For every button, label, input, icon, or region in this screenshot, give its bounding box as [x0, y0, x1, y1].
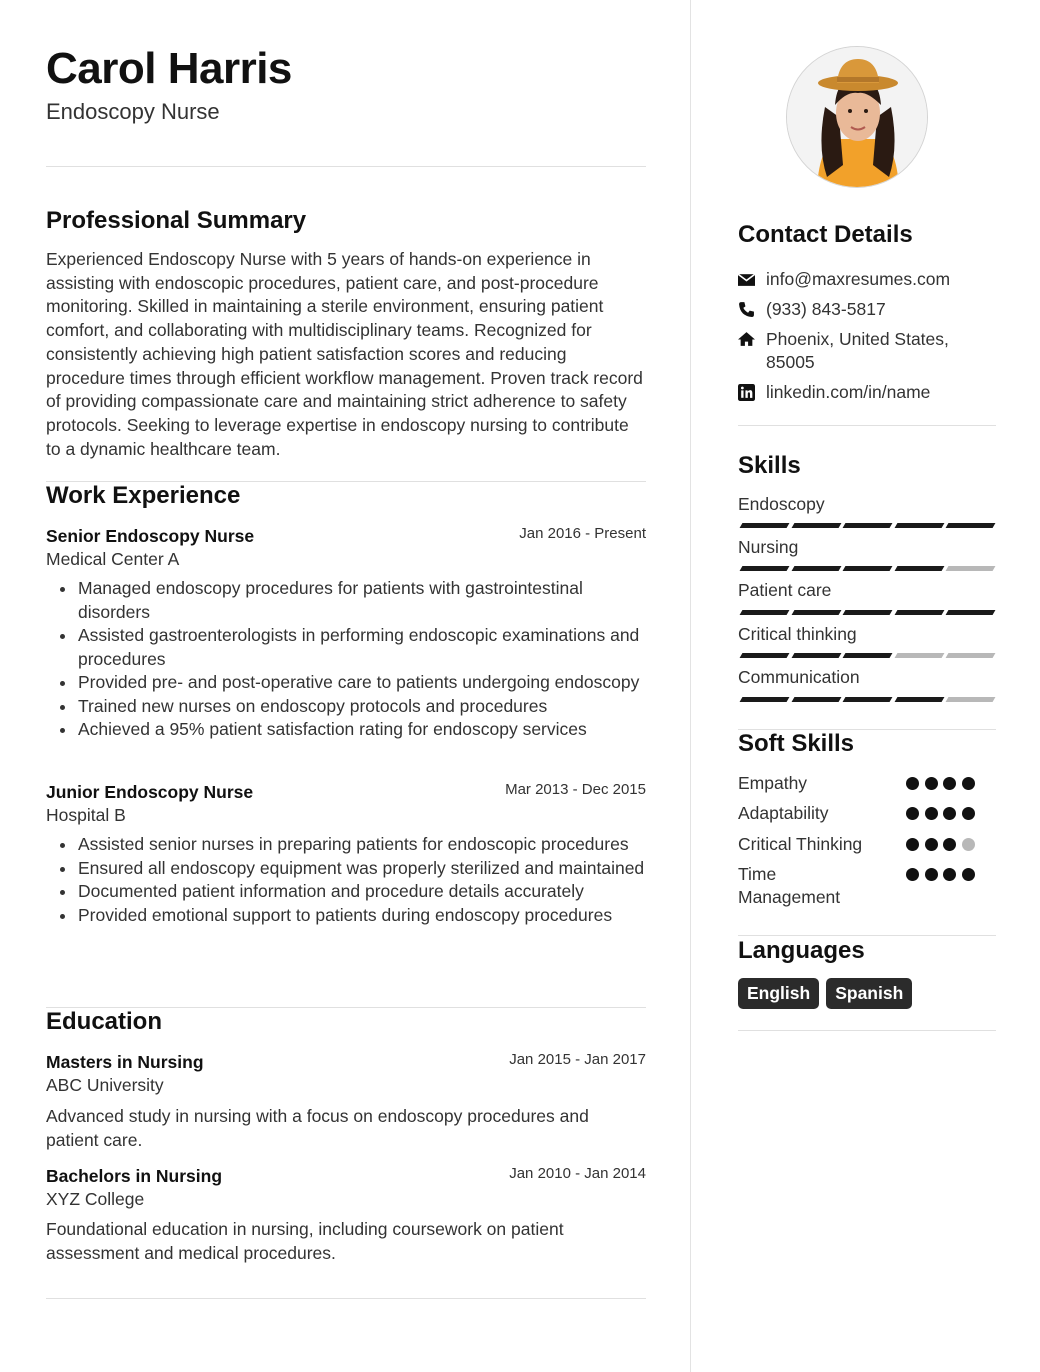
list-item: Trained new nurses on endoscopy protocols and procedures	[78, 695, 646, 719]
skill-name: Patient care	[738, 580, 832, 600]
soft-skill-dot	[943, 777, 956, 790]
soft-skill-dot	[906, 868, 919, 881]
skill-level-segment	[894, 523, 944, 528]
languages-list	[738, 978, 912, 1009]
soft-skill-dot	[906, 807, 919, 820]
skill-level-segment	[946, 653, 996, 658]
skill-level-segment	[843, 653, 893, 658]
skill-level-segment	[946, 566, 996, 571]
skill-level-segment	[894, 697, 944, 702]
skill-level-segment	[791, 523, 841, 528]
divider	[46, 1298, 646, 1299]
email-text: info@maxresumes.com	[766, 269, 951, 289]
soft-skill-level	[906, 838, 986, 852]
job-title: Junior Endoscopy Nurse	[46, 782, 254, 802]
skill-level-segment	[843, 610, 893, 615]
skill-level-segment	[843, 697, 893, 702]
job-title-header: Endoscopy Nurse	[46, 99, 220, 124]
skill-name: Communication	[738, 667, 860, 687]
soft-skill-dot	[925, 807, 938, 820]
summary-heading: Professional Summary	[46, 207, 307, 234]
education-description: Foundational education in nursing, including coursework on patient assessment and medical procedures.	[46, 1219, 564, 1263]
soft-skill-level	[906, 868, 986, 882]
skill-name: Nursing	[738, 537, 799, 557]
skill-level-segment	[843, 523, 893, 528]
school-name: XYZ College	[46, 1189, 145, 1209]
school-name: ABC University	[46, 1075, 164, 1095]
phone-icon	[738, 301, 755, 318]
address-line-1: Phoenix, United States,	[766, 329, 949, 349]
divider	[46, 166, 646, 167]
skill-level-segment	[791, 653, 841, 658]
list-item: Assisted gastroenterologists in performing endoscopic examinations and procedures	[78, 624, 646, 671]
summary-text: Experienced Endoscopy Nurse with 5 years of hands-on experience in assisting with endoscopic procedures, patient care, and post-procedure monitoring. Skilled in maintaining a sterile environment, ensuring patient comfort, and collaborating with multidisciplinary teams. Recognized for consistently achieving high patient satisfaction scores and reducing procedure times through efficient workflow management. Proven track record of providing compassionate care and maintaining strict adherence to safety protocols. Seeking to leverage expertise in endoscopy nursing to contribute to a dynamic healthcare team.	[46, 249, 643, 459]
skill-level-segment	[946, 697, 996, 702]
profile-photo	[786, 46, 928, 188]
contact-heading: Contact Details	[738, 221, 913, 248]
avatar	[787, 47, 928, 188]
soft-skill-dot	[943, 838, 956, 851]
skill-level-segment	[894, 566, 944, 571]
list-item: Documented patient information and procedure details accurately	[78, 880, 646, 904]
soft-skill-dot	[962, 838, 975, 851]
skill-level-segment	[946, 610, 996, 615]
list-item: Assisted senior nurses in preparing patients for endoscopic procedures	[78, 833, 646, 857]
degree-title: Masters in Nursing	[46, 1052, 204, 1072]
job-dates: Mar 2013 - Dec 2015	[505, 781, 646, 798]
linkedin-icon	[738, 384, 755, 401]
skill-level-segment	[740, 566, 790, 571]
skill-level-segment	[791, 697, 841, 702]
soft-skill-dot	[925, 868, 938, 881]
soft-skill-name: Adaptability	[738, 803, 829, 823]
education-dates: Jan 2010 - Jan 2014	[509, 1165, 646, 1182]
language-tag: Spanish	[826, 978, 912, 1009]
skill-name: Critical thinking	[738, 624, 857, 644]
job-bullets	[78, 577, 646, 742]
soft-skill-dot	[943, 807, 956, 820]
skill-level-segment	[740, 697, 790, 702]
skill-level-bar	[738, 653, 994, 658]
degree-title: Bachelors in Nursing	[46, 1166, 223, 1186]
skill-level-bar	[738, 610, 994, 615]
soft-skills-heading: Soft Skills	[738, 730, 855, 757]
job-title: Senior Endoscopy Nurse	[46, 526, 255, 546]
job-dates: Jan 2016 - Present	[519, 525, 646, 542]
skill-level-segment	[740, 523, 790, 528]
soft-skill-dot	[906, 838, 919, 851]
soft-skill-dot	[925, 838, 938, 851]
education-dates: Jan 2015 - Jan 2017	[509, 1051, 646, 1068]
skill-name: Endoscopy	[738, 494, 825, 514]
list-item: Ensured all endoscopy equipment was properly sterilized and maintained	[78, 857, 646, 881]
languages-heading: Languages	[738, 937, 865, 964]
skill-level-segment	[946, 523, 996, 528]
job-organization: Medical Center A	[46, 549, 180, 569]
list-item: Provided pre- and post-operative care to patients undergoing endoscopy	[78, 671, 646, 695]
experience-heading: Work Experience	[46, 482, 241, 509]
soft-skill-dot	[925, 777, 938, 790]
soft-skill-dot	[962, 777, 975, 790]
job-bullets	[78, 833, 646, 927]
language-tag: English	[738, 978, 819, 1009]
divider	[738, 425, 996, 426]
job-organization: Hospital B	[46, 805, 126, 825]
education-heading: Education	[46, 1008, 163, 1035]
skill-level-bar	[738, 566, 994, 571]
skill-level-segment	[894, 653, 944, 658]
divider	[738, 1030, 996, 1031]
list-item: Achieved a 95% patient satisfaction rating for endoscopy services	[78, 718, 646, 742]
list-item: Managed endoscopy procedures for patients with gastrointestinal disorders	[78, 577, 646, 624]
soft-skill-name: Empathy	[738, 773, 808, 793]
soft-skill-name: Time Management	[738, 864, 841, 907]
skill-level-segment	[740, 610, 790, 615]
soft-skill-dot	[906, 777, 919, 790]
divider	[738, 935, 996, 936]
soft-skill-level	[906, 807, 986, 821]
soft-skill-level	[906, 777, 986, 791]
address-line-2: 85005	[766, 352, 815, 372]
skills-heading: Skills	[738, 452, 801, 479]
skill-level-segment	[791, 610, 841, 615]
soft-skill-dot	[943, 868, 956, 881]
linkedin-text: linkedin.com/in/name	[766, 382, 931, 402]
candidate-name: Carol Harris	[46, 44, 292, 93]
list-item: Provided emotional support to patients during endoscopy procedures	[78, 904, 646, 928]
phone-text: (933) 843-5817	[766, 299, 886, 319]
education-description: Advanced study in nursing with a focus on endoscopy procedures and patient care.	[46, 1106, 589, 1150]
home-icon	[738, 331, 755, 348]
soft-skill-dot	[962, 868, 975, 881]
soft-skill-dot	[962, 807, 975, 820]
envelope-icon	[738, 271, 755, 288]
skill-level-segment	[740, 653, 790, 658]
soft-skill-name: Critical Thinking	[738, 834, 863, 854]
skill-level-bar	[738, 523, 994, 528]
skill-level-bar	[738, 697, 994, 702]
skill-level-segment	[843, 566, 893, 571]
column-divider	[690, 0, 691, 1372]
skill-level-segment	[791, 566, 841, 571]
skill-level-segment	[894, 610, 944, 615]
